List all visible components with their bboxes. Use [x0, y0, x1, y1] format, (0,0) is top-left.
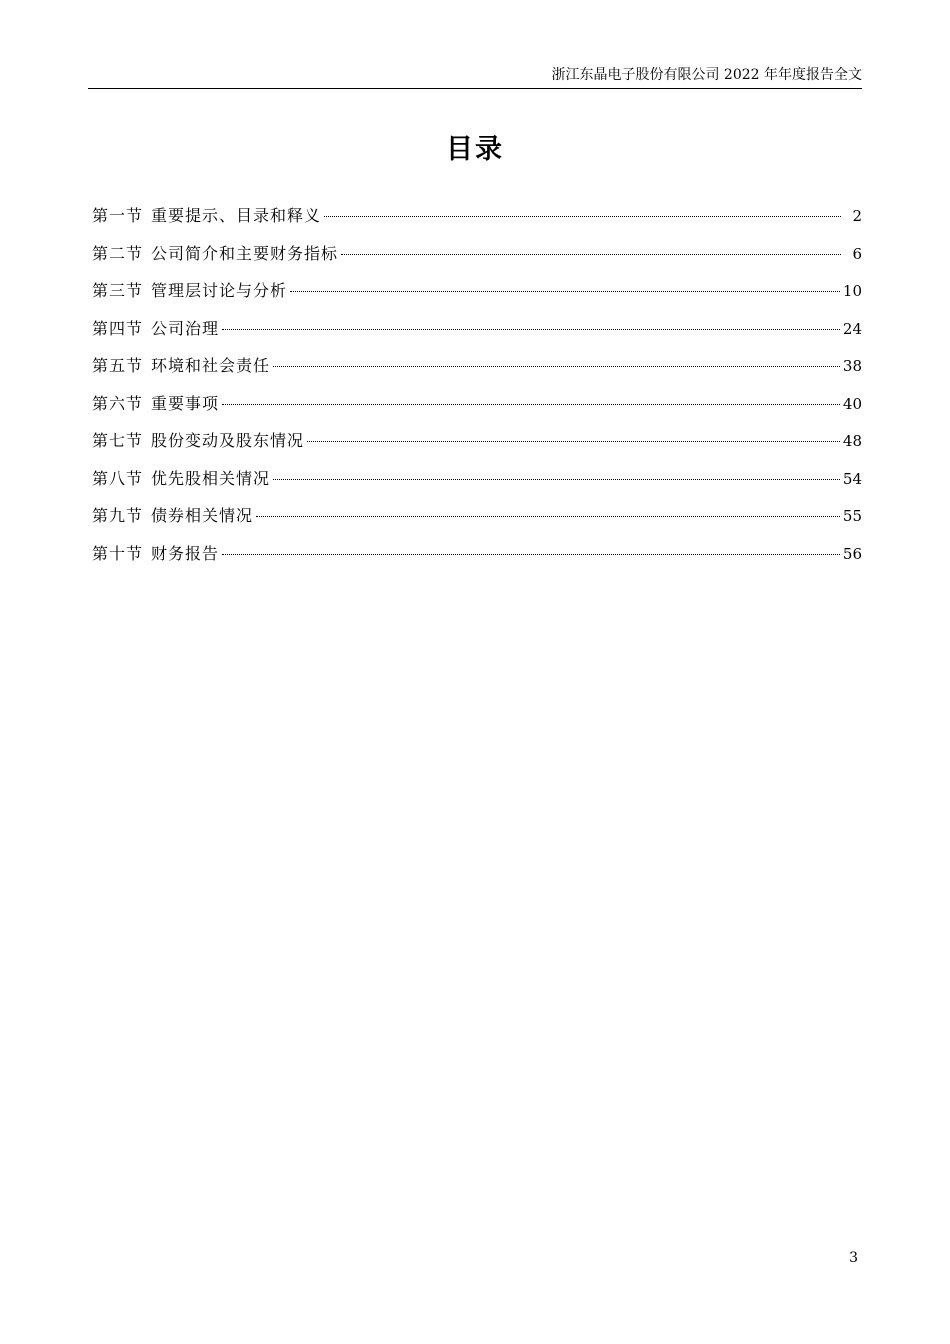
toc-page-number: 6: [852, 244, 862, 263]
toc-section-title: 债券相关情况: [151, 506, 254, 525]
toc-section-title: 重要提示、目录和释义: [151, 206, 322, 225]
toc-title: 目录: [446, 134, 504, 165]
toc-entry-section-3[interactable]: [92, 277, 862, 315]
toc-dot-leader: [256, 516, 840, 517]
toc-dot-leader: [341, 254, 841, 255]
toc-page-number: 2: [852, 207, 862, 225]
toc-section-title: 股份变动及股东情况: [151, 431, 305, 450]
toc-dot-leader: [222, 404, 840, 405]
toc-section-number: 第七节: [92, 431, 144, 450]
toc-entry-section-10[interactable]: [92, 540, 862, 578]
toc-section-number: 第四节: [92, 318, 144, 338]
toc-page-number: 55: [842, 507, 862, 525]
toc-dot-leader: [273, 479, 840, 480]
toc-section-title: 公司治理: [151, 318, 220, 338]
toc-entry-section-4[interactable]: [92, 315, 862, 353]
toc-section-title: 管理层讨论与分析: [151, 281, 288, 300]
toc-page-number: 10: [842, 282, 862, 300]
toc-section-number: 第一节: [92, 206, 144, 225]
toc-section-number: 第九节: [92, 506, 144, 525]
toc-section-number: 第八节: [92, 468, 144, 488]
toc-page-number: 48: [842, 432, 862, 450]
toc-entry-section-1[interactable]: [92, 202, 862, 240]
toc-entry-section-9[interactable]: [92, 502, 862, 540]
toc-section-title: 重要事项: [151, 393, 220, 413]
page-number: 3: [849, 1250, 858, 1266]
toc-section-title: 优先股相关情况: [151, 468, 271, 488]
toc-page-number: 24: [842, 319, 862, 338]
toc-section-number: 第三节: [92, 281, 144, 300]
toc-dot-leader: [324, 216, 841, 217]
toc-section-title: 公司简介和主要财务指标: [151, 243, 339, 263]
document-header-title: 浙江东晶电子股份有限公司 2022 年年度报告全文: [551, 67, 862, 83]
toc-dot-leader: [307, 441, 840, 442]
toc-dot-leader: [222, 554, 840, 555]
toc-dot-leader: [273, 366, 840, 367]
toc-entry-section-6[interactable]: [92, 390, 862, 428]
toc-section-number: 第五节: [92, 356, 144, 375]
toc-section-number: 第二节: [92, 243, 144, 263]
toc-dot-leader: [222, 329, 840, 330]
toc-page-number: 56: [842, 544, 862, 563]
toc-section-number: 第十节: [92, 543, 144, 563]
toc-entry-section-2[interactable]: [92, 240, 862, 278]
toc-section-title: 环境和社会责任: [151, 356, 271, 375]
toc-entry-section-8[interactable]: [92, 465, 862, 503]
toc-dot-leader: [290, 291, 840, 292]
toc-page-number: 54: [842, 469, 862, 488]
toc-entry-section-5[interactable]: [92, 352, 862, 390]
toc-entry-section-7[interactable]: [92, 427, 862, 465]
toc-page-number: 40: [842, 394, 862, 413]
toc-section-title: 财务报告: [151, 543, 220, 563]
table-of-contents: [92, 202, 862, 577]
toc-page-number: 38: [842, 357, 862, 375]
toc-section-number: 第六节: [92, 393, 144, 413]
header-divider: [88, 88, 862, 89]
